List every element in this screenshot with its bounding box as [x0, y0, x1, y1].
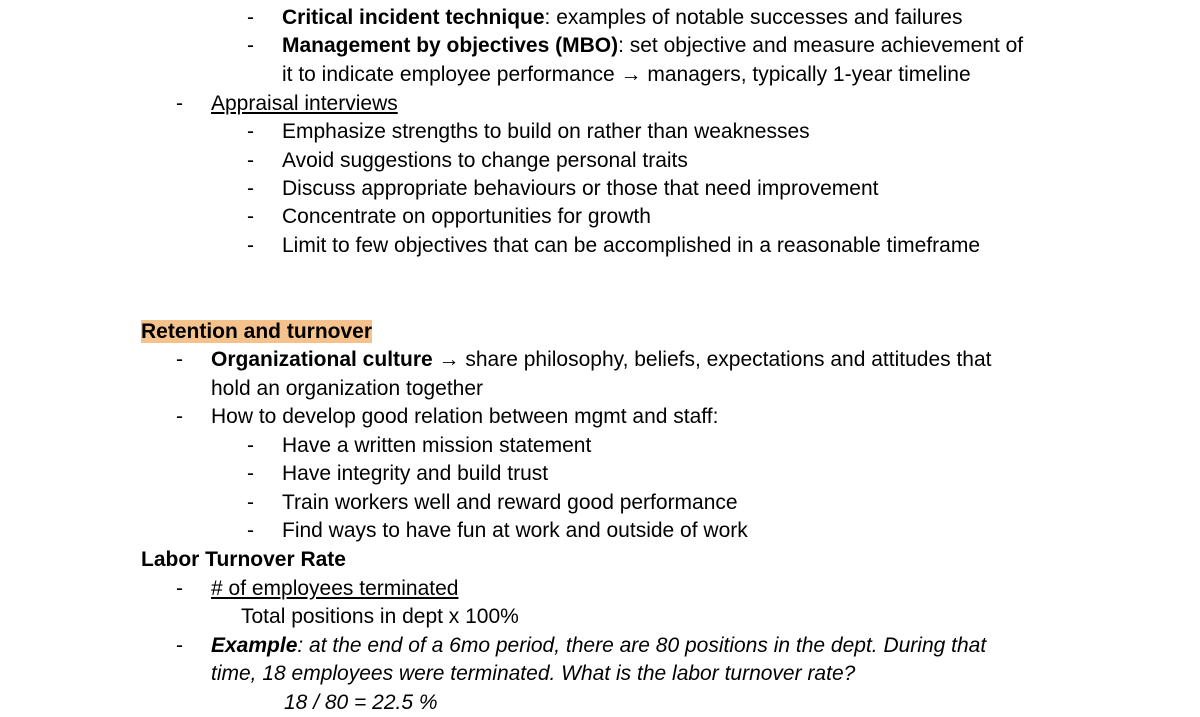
bullet-dash: -: [176, 92, 183, 115]
list-item: Avoid suggestions to change personal traits: [282, 149, 688, 172]
bullet-dash: -: [247, 434, 254, 457]
labor-turnover-heading: Labor Turnover Rate: [141, 548, 346, 571]
term-bold: Management by objectives (MBO): [282, 34, 619, 57]
mbo-item-continuation: it to indicate employee performance → managers, typically 1-year timeline: [282, 63, 971, 86]
bullet-dash: -: [247, 491, 254, 514]
example-answer: 18 / 80 = 22.5 %: [284, 691, 438, 714]
relation-title: How to develop good relation between mgmt and staff:: [211, 405, 719, 428]
critical-incident-item: [282, 4, 962, 32]
bullet-dash: -: [176, 405, 183, 428]
bullet-dash: -: [247, 120, 254, 143]
bullet-dash: -: [247, 177, 254, 200]
term-bold: Organizational culture: [211, 348, 433, 371]
list-item: Train workers well and reward good performance: [282, 491, 738, 514]
formula-numerator: [211, 575, 458, 603]
formula-denominator: Total positions in dept x 100%: [241, 605, 519, 628]
example-label: Example: [211, 634, 298, 657]
list-item: Limit to few objectives that can be accomplished in a reasonable timeframe: [282, 234, 981, 257]
bullet-dash: -: [176, 577, 183, 600]
term-description: : examples of notable successes and failures: [544, 6, 963, 29]
bullet-dash: -: [247, 234, 254, 257]
bullet-dash: -: [247, 519, 254, 542]
list-item: Discuss appropriate behaviours or those that need improvement: [282, 177, 879, 200]
appraisal-title-text: Appraisal interviews: [211, 92, 398, 115]
numerator-text: # of employees terminated: [211, 577, 459, 600]
bullet-dash: -: [247, 462, 254, 485]
bullet-dash: -: [247, 205, 254, 228]
bullet-dash: -: [176, 634, 183, 657]
organizational-culture-item: [211, 346, 992, 374]
retention-heading-text: Retention and turnover: [141, 320, 373, 343]
appraisal-interviews-title: [211, 90, 398, 118]
mbo-item: [282, 32, 1023, 60]
bullet-dash: -: [176, 348, 183, 371]
example-text: : at the end of a 6mo period, there are 80 positions in the dept. During that: [297, 634, 987, 657]
organizational-culture-continuation: hold an organization together: [211, 377, 484, 400]
term-description: → share philosophy, beliefs, expectations and attitudes that: [432, 348, 992, 371]
bullet-dash: -: [247, 34, 254, 57]
example-continuation: time, 18 employees were terminated. What is the labor turnover rate?: [211, 662, 856, 685]
term-bold: Critical incident technique: [282, 6, 545, 29]
bullet-dash: -: [247, 6, 254, 29]
example-item: [211, 632, 986, 660]
list-item: Have integrity and build trust: [282, 462, 549, 485]
list-item: Find ways to have fun at work and outside of work: [282, 519, 748, 542]
bullet-dash: -: [247, 149, 254, 172]
term-description: : set objective and measure achievement of: [618, 34, 1024, 57]
list-item: Emphasize strengths to build on rather than weaknesses: [282, 120, 810, 143]
retention-heading: [141, 318, 372, 346]
list-item: Have a written mission statement: [282, 434, 592, 457]
list-item: Concentrate on opportunities for growth: [282, 205, 651, 228]
